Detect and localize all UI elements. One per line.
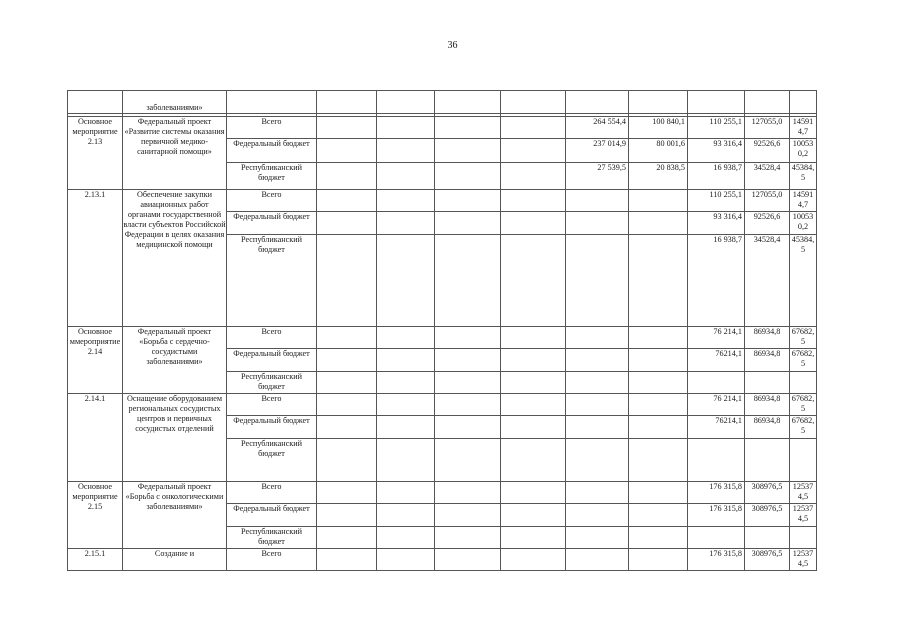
funding-source: Республиканский бюджет: [227, 372, 317, 394]
measure-name: Оснащение оборудованием региональных сосудистых центров и первичных сосудистых отделений: [123, 394, 227, 482]
measure-code: 2.13.1: [68, 190, 123, 327]
table-row: [68, 91, 817, 114]
table-row: [68, 549, 817, 571]
table-row: [68, 117, 817, 139]
table-row: [68, 394, 817, 416]
value-cell: 100 840,1: [629, 117, 688, 139]
value-cell: 92526,6: [745, 139, 790, 163]
measure-code: 2.15.1: [68, 549, 123, 571]
funding-source: Всего: [227, 549, 317, 571]
value-cell: 86934,8: [745, 327, 790, 349]
value-cell: 176 315,8: [688, 549, 745, 571]
value-cell: 16 938,7: [688, 235, 745, 327]
funding-source: Федеральный бюджет: [227, 349, 317, 372]
value-cell: 20 838,5: [629, 163, 688, 190]
value-cell: 237 014,9: [566, 139, 629, 163]
value-cell: 127055,0: [745, 117, 790, 139]
value-cell: 45384,5: [790, 163, 817, 190]
value-cell: 145914,7: [790, 190, 817, 212]
value-cell: 100530,2: [790, 139, 817, 163]
measure-name: Обеспечение закупки авиационных работ органами государственной власти субъектов Российской Федерации в целях оказания медицинской помощи: [123, 190, 227, 327]
funding-source: Республиканский бюджет: [227, 163, 317, 190]
value-cell: 67682,5: [790, 394, 817, 416]
value-cell: 45384,5: [790, 235, 817, 327]
value-cell: 176 315,8: [688, 504, 745, 527]
measure-code: Основное мероприятие 2.15: [68, 482, 123, 549]
value-cell: 110 255,1: [688, 117, 745, 139]
value-cell: 76214,1: [688, 416, 745, 439]
value-cell: 125374,5: [790, 504, 817, 527]
measure-name: Федеральный проект «Развитие системы оказания первичной медико-санитарной помощи»: [123, 117, 227, 190]
value-cell: 67682,5: [790, 349, 817, 372]
measure-code: 2.14.1: [68, 394, 123, 482]
value-cell: 76214,1: [688, 349, 745, 372]
measure-name: Федеральный проект «Борьба с сердечно-сосудистыми заболеваниями»: [123, 327, 227, 394]
funding-source: Всего: [227, 190, 317, 212]
funding-source: Республиканский бюджет: [227, 235, 317, 327]
value-cell: 93 316,4: [688, 212, 745, 235]
funding-source: Федеральный бюджет: [227, 416, 317, 439]
funding-source: Республиканский бюджет: [227, 439, 317, 482]
table-row: [68, 327, 817, 349]
value-cell: 308976,5: [745, 549, 790, 571]
measure-name: заболеваниями»: [123, 91, 227, 114]
measure-code: Основное мероприятие 2.13: [68, 117, 123, 190]
page-number: 36: [447, 40, 458, 51]
value-cell: 34528,4: [745, 235, 790, 327]
value-cell: 308976,5: [745, 482, 790, 504]
value-cell: 86934,8: [745, 416, 790, 439]
funding-source: Федеральный бюджет: [227, 504, 317, 527]
funding-source: Всего: [227, 117, 317, 139]
table-row: [68, 190, 817, 212]
value-cell: 86934,8: [745, 349, 790, 372]
value-cell: 27 539,5: [566, 163, 629, 190]
value-cell: 76 214,1: [688, 394, 745, 416]
value-cell: 176 315,8: [688, 482, 745, 504]
value-cell: 264 554,4: [566, 117, 629, 139]
value-cell: 145914,7: [790, 117, 817, 139]
value-cell: 16 938,7: [688, 163, 745, 190]
measure-name: Федеральный проект «Борьба с онкологическими заболеваниями»: [123, 482, 227, 549]
funding-source: Всего: [227, 394, 317, 416]
value-cell: 80 001,6: [629, 139, 688, 163]
value-cell: 127055,0: [745, 190, 790, 212]
value-cell: 86934,8: [745, 394, 790, 416]
funding-source: Федеральный бюджет: [227, 139, 317, 163]
value-cell: 110 255,1: [688, 190, 745, 212]
budget-table: [67, 90, 817, 571]
funding-source: Всего: [227, 327, 317, 349]
measure-name: Создание и: [123, 549, 227, 571]
value-cell: 125374,5: [790, 482, 817, 504]
funding-source: Республиканский бюджет: [227, 527, 317, 549]
table-row: [68, 482, 817, 504]
value-cell: 67682,5: [790, 416, 817, 439]
value-cell: 67682,5: [790, 327, 817, 349]
value-cell: 76 214,1: [688, 327, 745, 349]
value-cell: 100530,2: [790, 212, 817, 235]
value-cell: 308976,5: [745, 504, 790, 527]
funding-source: Федеральный бюджет: [227, 212, 317, 235]
value-cell: 125374,5: [790, 549, 817, 571]
funding-source: Всего: [227, 482, 317, 504]
value-cell: 92526,6: [745, 212, 790, 235]
value-cell: 34528,4: [745, 163, 790, 190]
value-cell: 93 316,4: [688, 139, 745, 163]
measure-code: Основное ммероприятие 2.14: [68, 327, 123, 394]
